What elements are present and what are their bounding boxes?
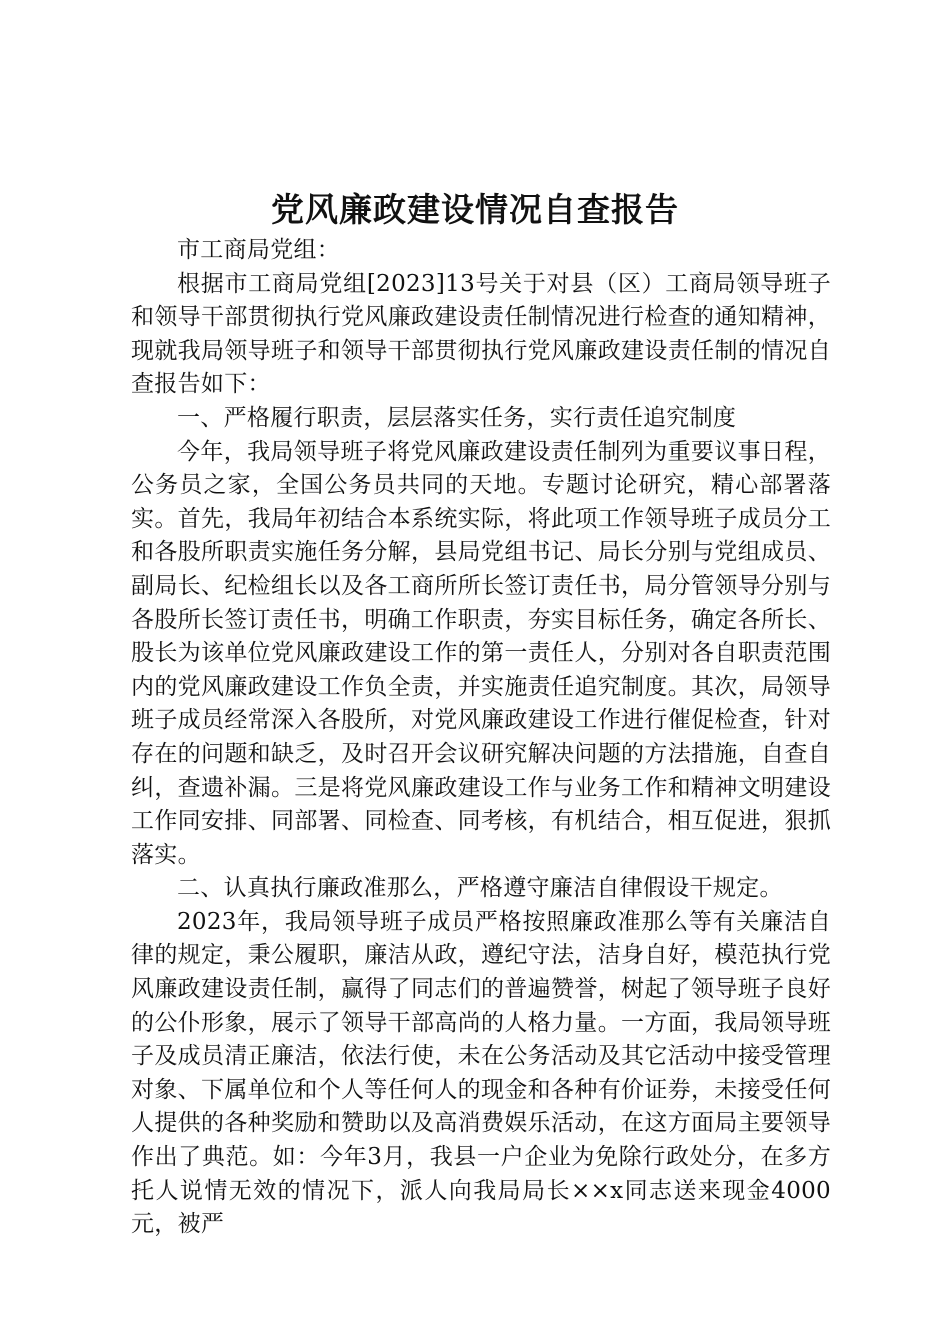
document-body xyxy=(131,234,831,1242)
salutation: 市工商局党组： xyxy=(177,237,341,263)
intro-paragraph: 根据市工商局党组[2023]13号关于对县（区）工商局领导班子和领导干部贯彻执行党风廉政建设责任制情况进行检查的通知精神，现就我局领导班子和领导干部贯彻执行党风廉政建设责任制的情况自查报告如下： xyxy=(131,270,831,398)
section-1-paragraph: 今年，我局领导班子将党风廉政建设责任制列为重要议事日程，公务员之家，全国公务员共同的天地。专题讨论研究，精心部署落实。首先，我局年初结合本系统实际，将此项工作领导班子成员分工和各股所职责实施任务分解，县局党组书记、局长分别与党组成员、副局长、纪检组长以及各工商所所长签订责任书，局分管领导分别与各股所长签订责任书，明确工作职责，夯实目标任务，确定各所长、股长为该单位党风廉政建设工作的第一责任人，分别对各自职责范围内的党风廉政建设工作负全责，并实施责任追究制度。其次，局领导班子成员经常深入各股所，对党风廉政建设工作进行催促检查，针对存在的问题和缺乏，及时召开会议研究解决问题的方法措施，自查自纠，查遗补漏。三是将党风廉政建设工作与业务工作和精神文明建设工作同安排、同部署、同检查、同考核，有机结合，相互促进，狠抓落实。 xyxy=(131,438,831,868)
section-2-paragraph: 2023年，我局领导班子成员严格按照廉政准那么等有关廉洁自律的规定，秉公履职，廉洁从政，遵纪守法，洁身自好，模范执行党风廉政建设责任制，赢得了同志们的普遍赞誉，树起了领导班子良好的公仆形象，展示了领导干部高尚的人格力量。一方面，我局领导班子及成员清正廉洁，依法行使，未在公务活动及其它活动中接受管理对象、下属单位和个人等任何人的现金和各种有价证券，未接受任何人提供的各种奖励和赞助以及高消费娱乐活动，在这方面局主要领导作出了典范。如：今年3月，我县一户企业为免除行政处分，在多方托人说情无效的情况下，派人向我局局长××x同志送来现金4000元，被严 xyxy=(131,908,831,1238)
section-heading-1: 一、严格履行职责，层层落实任务，实行责任追究制度 xyxy=(177,404,737,431)
section-heading-2: 二、认真执行廉政准那么，严格遵守廉洁自律假设干规定。 xyxy=(177,875,783,902)
document-title: 党风廉政建设情况自查报告 xyxy=(271,190,679,229)
